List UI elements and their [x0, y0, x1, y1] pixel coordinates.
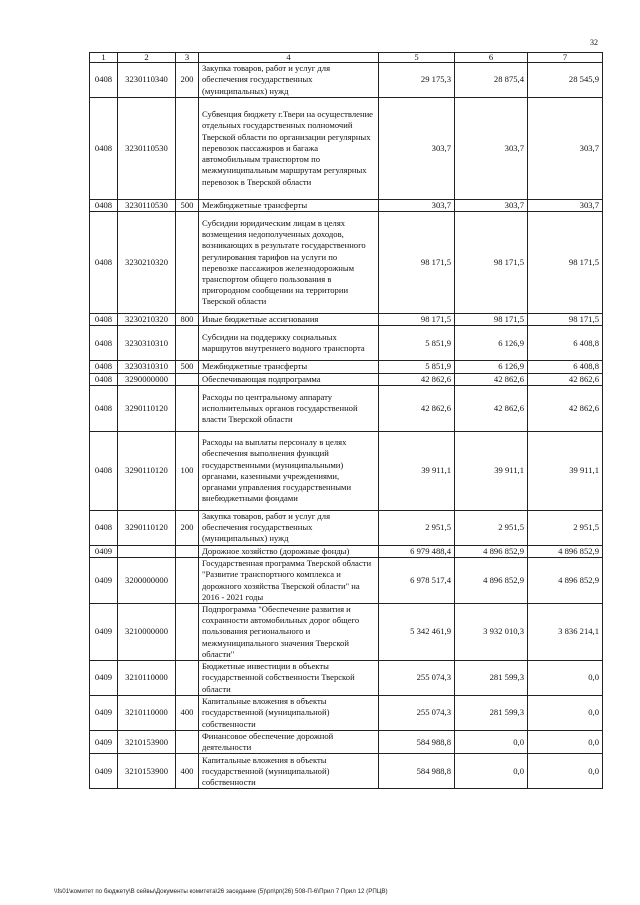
amount-col5-cell: 303,7: [379, 200, 455, 212]
item-name-cell: Государственная программа Тверской области "Развитие транспортного комплекса и дорожного хозяйства Тверской области" на 2016 - 2021 годы: [199, 558, 379, 604]
expense-group-cell: [176, 545, 199, 557]
table-row: [90, 326, 603, 361]
expense-group-cell: 400: [176, 696, 199, 731]
column-header: 7: [528, 53, 603, 63]
expense-group-cell: [176, 326, 199, 361]
item-name-cell: Дорожное хозяйство (дорожные фонды): [199, 545, 379, 557]
amount-col6-cell: 303,7: [455, 200, 528, 212]
target-article-cell: 3230110340: [118, 63, 176, 98]
amount-col6-cell: 6 126,9: [455, 361, 528, 373]
amount-col7-cell: 98 171,5: [528, 212, 603, 314]
table-row: [90, 212, 603, 314]
amount-col5-cell: 255 074,3: [379, 661, 455, 696]
expense-group-cell: 800: [176, 314, 199, 326]
item-name-cell: Расходы по центральному аппарату исполнительных органов государственной власти Тверской области: [199, 385, 379, 431]
table-row: [90, 373, 603, 385]
column-header: 4: [199, 53, 379, 63]
amount-col5-cell: 29 175,3: [379, 63, 455, 98]
target-article-cell: 3290110120: [118, 510, 176, 545]
target-article-cell: 3210153900: [118, 754, 176, 789]
amount-col6-cell: 3 932 010,3: [455, 604, 528, 661]
section-code-cell: 0408: [90, 200, 118, 212]
table-row: [90, 661, 603, 696]
amount-col5-cell: 42 862,6: [379, 373, 455, 385]
amount-col7-cell: 6 408,8: [528, 326, 603, 361]
amount-col6-cell: 281 599,3: [455, 696, 528, 731]
target-article-cell: 3210110000: [118, 661, 176, 696]
amount-col7-cell: 303,7: [528, 98, 603, 200]
section-code-cell: 0409: [90, 731, 118, 754]
table-row: [90, 431, 603, 510]
expense-group-cell: 500: [176, 200, 199, 212]
amount-col7-cell: 2 951,5: [528, 510, 603, 545]
amount-col5-cell: 98 171,5: [379, 212, 455, 314]
section-code-cell: 0409: [90, 604, 118, 661]
expense-group-cell: [176, 385, 199, 431]
amount-col5-cell: 42 862,6: [379, 385, 455, 431]
item-name-cell: Закупка товаров, работ и услуг для обеспечения государственных (муниципальных) нужд: [199, 63, 379, 98]
target-article-cell: 3210110000: [118, 696, 176, 731]
target-article-cell: 3290000000: [118, 373, 176, 385]
item-name-cell: Капитальные вложения в объекты государственной (муниципальной) собственности: [199, 754, 379, 789]
amount-col5-cell: 5 342 461,9: [379, 604, 455, 661]
amount-col7-cell: 42 862,6: [528, 385, 603, 431]
table-row: [90, 696, 603, 731]
target-article-cell: 3210153900: [118, 731, 176, 754]
item-name-cell: Расходы на выплаты персоналу в целях обеспечения выполнения функций государственными (муниципальными) органами, казенными учреждениями, органами управления государственными внебюджетными фондами: [199, 431, 379, 510]
expense-group-cell: [176, 604, 199, 661]
table-body: [90, 63, 603, 789]
item-name-cell: Бюджетные инвестиции в объекты государственной собственности Тверской области: [199, 661, 379, 696]
amount-col6-cell: 0,0: [455, 754, 528, 789]
amount-col5-cell: 6 978 517,4: [379, 558, 455, 604]
amount-col5-cell: 584 988,8: [379, 754, 455, 789]
section-code-cell: 0408: [90, 361, 118, 373]
amount-col5-cell: 98 171,5: [379, 314, 455, 326]
table-row: [90, 558, 603, 604]
amount-col6-cell: 303,7: [455, 98, 528, 200]
target-article-cell: [118, 545, 176, 557]
budget-table: [89, 52, 603, 789]
expense-group-cell: [176, 212, 199, 314]
column-header: 6: [455, 53, 528, 63]
amount-col7-cell: 0,0: [528, 696, 603, 731]
table-row: [90, 385, 603, 431]
amount-col5-cell: 39 911,1: [379, 431, 455, 510]
table-row: [90, 63, 603, 98]
item-name-cell: Субсидии юридическим лицам в целях возмещения недополученных доходов, возникающих в результате государственного регулирования тарифов на услуги по перевозке пассажиров железнодорожным транспортом общего пользования в пригородном сообщении на территории Тверской области: [199, 212, 379, 314]
amount-col6-cell: 39 911,1: [455, 431, 528, 510]
column-header: 5: [379, 53, 455, 63]
amount-col6-cell: 2 951,5: [455, 510, 528, 545]
target-article-cell: 3290110120: [118, 431, 176, 510]
section-code-cell: 0409: [90, 661, 118, 696]
table-row: [90, 604, 603, 661]
amount-col6-cell: 98 171,5: [455, 212, 528, 314]
expense-group-cell: 100: [176, 431, 199, 510]
amount-col7-cell: 0,0: [528, 754, 603, 789]
amount-col5-cell: 584 988,8: [379, 731, 455, 754]
amount-col7-cell: 0,0: [528, 731, 603, 754]
section-code-cell: 0409: [90, 558, 118, 604]
table-row: [90, 98, 603, 200]
section-code-cell: 0408: [90, 212, 118, 314]
amount-col5-cell: 2 951,5: [379, 510, 455, 545]
section-code-cell: 0408: [90, 314, 118, 326]
amount-col6-cell: 98 171,5: [455, 314, 528, 326]
item-name-cell: Подпрограмма "Обеспечение развития и сохранности автомобильных дорог общего пользования регионального и межмуниципального значения Тверской области": [199, 604, 379, 661]
amount-col7-cell: 39 911,1: [528, 431, 603, 510]
section-code-cell: 0408: [90, 431, 118, 510]
amount-col6-cell: 4 896 852,9: [455, 558, 528, 604]
table-header-row: [90, 53, 603, 63]
amount-col5-cell: 5 851,9: [379, 326, 455, 361]
amount-col7-cell: 303,7: [528, 200, 603, 212]
item-name-cell: Капитальные вложения в объекты государственной (муниципальной) собственности: [199, 696, 379, 731]
item-name-cell: Закупка товаров, работ и услуг для обеспечения государственных (муниципальных) нужд: [199, 510, 379, 545]
table-row: [90, 545, 603, 557]
column-header: 2: [118, 53, 176, 63]
section-code-cell: 0409: [90, 545, 118, 557]
file-path-footer: \\fs01\комитет по бюджету\В сейвы\Документы комитета\26 заседание (5)\рп\рп(26) 508-П-6\Прил 7 Прил 12 (РПЦВ): [54, 888, 388, 895]
item-name-cell: Иные бюджетные ассигнования: [199, 314, 379, 326]
table-row: [90, 754, 603, 789]
amount-col7-cell: 3 836 214,1: [528, 604, 603, 661]
item-name-cell: Межбюджетные трансферты: [199, 200, 379, 212]
section-code-cell: 0408: [90, 373, 118, 385]
expense-group-cell: [176, 661, 199, 696]
target-article-cell: 3230110530: [118, 98, 176, 200]
target-article-cell: 3230210320: [118, 212, 176, 314]
amount-col7-cell: 4 896 852,9: [528, 558, 603, 604]
item-name-cell: Финансовое обеспечение дорожной деятельности: [199, 731, 379, 754]
section-code-cell: 0409: [90, 696, 118, 731]
amount-col7-cell: 4 896 852,9: [528, 545, 603, 557]
amount-col7-cell: 6 408,8: [528, 361, 603, 373]
amount-col6-cell: 28 875,4: [455, 63, 528, 98]
target-article-cell: 3230110530: [118, 200, 176, 212]
amount-col6-cell: 42 862,6: [455, 373, 528, 385]
section-code-cell: 0408: [90, 98, 118, 200]
target-article-cell: 3200000000: [118, 558, 176, 604]
column-header: 3: [176, 53, 199, 63]
target-article-cell: 3230310310: [118, 326, 176, 361]
amount-col6-cell: 42 862,6: [455, 385, 528, 431]
expense-group-cell: 500: [176, 361, 199, 373]
amount-col5-cell: 5 851,9: [379, 361, 455, 373]
amount-col5-cell: 303,7: [379, 98, 455, 200]
table-row: [90, 200, 603, 212]
section-code-cell: 0408: [90, 510, 118, 545]
amount-col6-cell: 0,0: [455, 731, 528, 754]
item-name-cell: Субвенция бюджету г.Твери на осуществление отдельных государственных полномочий Тверской области по организации регулярных перевозок пассажиров и багажа автомобильным транспортом по межмуниципальным маршрутам регулярных перевозок в Тверской области: [199, 98, 379, 200]
section-code-cell: 0409: [90, 754, 118, 789]
amount-col7-cell: 28 545,9: [528, 63, 603, 98]
expense-group-cell: 400: [176, 754, 199, 789]
column-header: 1: [90, 53, 118, 63]
table-row: [90, 314, 603, 326]
amount-col6-cell: 6 126,9: [455, 326, 528, 361]
expense-group-cell: 200: [176, 510, 199, 545]
amount-col7-cell: 98 171,5: [528, 314, 603, 326]
expense-group-cell: 200: [176, 63, 199, 98]
expense-group-cell: [176, 731, 199, 754]
section-code-cell: 0408: [90, 326, 118, 361]
target-article-cell: 3230210320: [118, 314, 176, 326]
item-name-cell: Субсидии на поддержку социальных маршрутов внутреннего водного транспорта: [199, 326, 379, 361]
section-code-cell: 0408: [90, 63, 118, 98]
expense-group-cell: [176, 98, 199, 200]
table-row: [90, 361, 603, 373]
amount-col6-cell: 4 896 852,9: [455, 545, 528, 557]
target-article-cell: 3210000000: [118, 604, 176, 661]
amount-col6-cell: 281 599,3: [455, 661, 528, 696]
item-name-cell: Межбюджетные трансферты: [199, 361, 379, 373]
expense-group-cell: [176, 558, 199, 604]
table-row: [90, 510, 603, 545]
target-article-cell: 3290110120: [118, 385, 176, 431]
target-article-cell: 3230310310: [118, 361, 176, 373]
amount-col7-cell: 0,0: [528, 661, 603, 696]
expense-group-cell: [176, 373, 199, 385]
section-code-cell: 0408: [90, 385, 118, 431]
item-name-cell: Обеспечивающая подпрограмма: [199, 373, 379, 385]
amount-col7-cell: 42 862,6: [528, 373, 603, 385]
table-row: [90, 731, 603, 754]
page-number: 32: [590, 38, 598, 47]
amount-col5-cell: 255 074,3: [379, 696, 455, 731]
amount-col5-cell: 6 979 488,4: [379, 545, 455, 557]
